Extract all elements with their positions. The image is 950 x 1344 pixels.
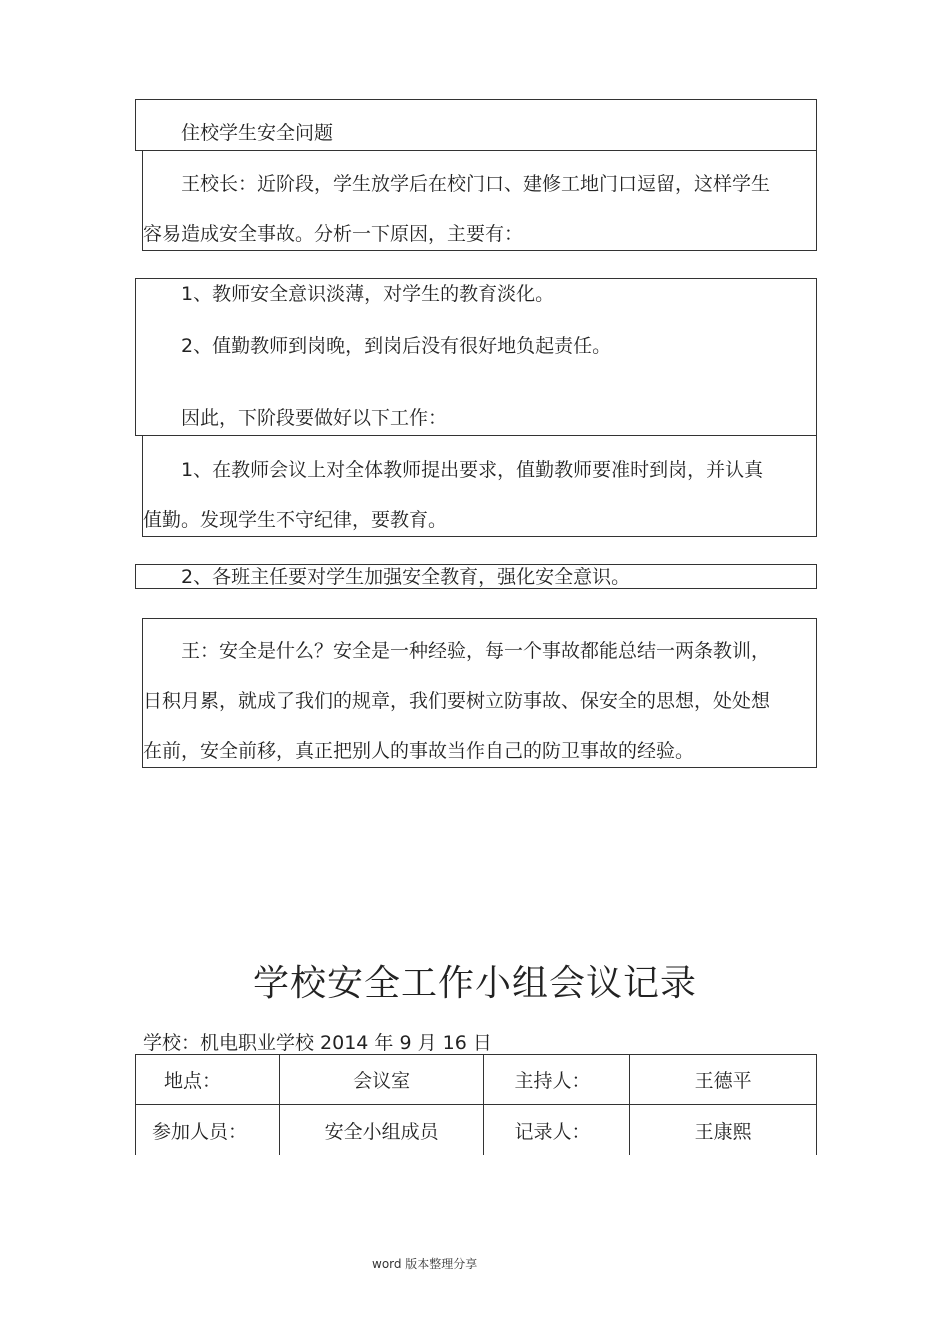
wang-line-3: 在前，安全前移，真正把别人的事故当作自己的防卫事故的经验。: [143, 740, 695, 762]
recorder-value: 王康熙: [630, 1105, 817, 1156]
school-date-line: 学校：机电职业学校 2014 年 9 月 16 日: [143, 1032, 492, 1054]
topic-text: 住校学生安全问题: [181, 122, 334, 144]
location-value: 会议室: [279, 1055, 484, 1105]
reasons-divider: [816, 355, 817, 385]
reasons-divider: [135, 302, 136, 332]
wang-line-2: 日积月累，就成了我们的规章，我们要树立防事故、保安全的思想，处处想: [143, 690, 771, 712]
footer-note: word 版本整理分享: [372, 1257, 478, 1271]
principal-line-1: 王校长：近阶段，学生放学后在校门口、建修工地门口逗留，这样学生: [181, 173, 771, 195]
principal-line-2: 容易造成安全事故。分析一下原因，主要有：: [143, 223, 524, 245]
wang-line-1: 王：安全是什么？安全是一种经验，每一个事故都能总结一两条教训，: [181, 640, 771, 662]
host-label: 主持人：: [484, 1055, 630, 1105]
host-value: 王德平: [630, 1055, 817, 1105]
record-title: 学校安全工作小组会议记录: [252, 963, 697, 1004]
reasons-divider: [816, 302, 817, 332]
work1-line-2: 值勤。发现学生不守纪律，要教育。: [143, 509, 448, 531]
work2-text: 2、各班主任要对学生加强安全教育，强化安全意识。: [181, 566, 631, 588]
recorder-label: 记录人：: [484, 1105, 630, 1156]
table-row: [136, 1055, 817, 1105]
reason-1: 1、教师安全意识淡薄，对学生的教育淡化。: [181, 283, 555, 305]
participants-label: 参加人员：: [136, 1105, 280, 1156]
therefore-text: 因此，下阶段要做好以下工作：: [181, 407, 448, 429]
reason-2: 2、值勤教师到岗晚，到岗后没有很好地负起责任。: [181, 335, 612, 357]
work1-line-1: 1、在教师会议上对全体教师提出要求，值勤教师要准时到岗，并认真: [181, 459, 764, 481]
table-row: [136, 1105, 817, 1156]
location-label: 地点：: [136, 1055, 280, 1105]
meeting-info-table: [135, 1054, 817, 1155]
participants-value: 安全小组成员: [279, 1105, 484, 1156]
reasons-divider: [135, 355, 136, 385]
